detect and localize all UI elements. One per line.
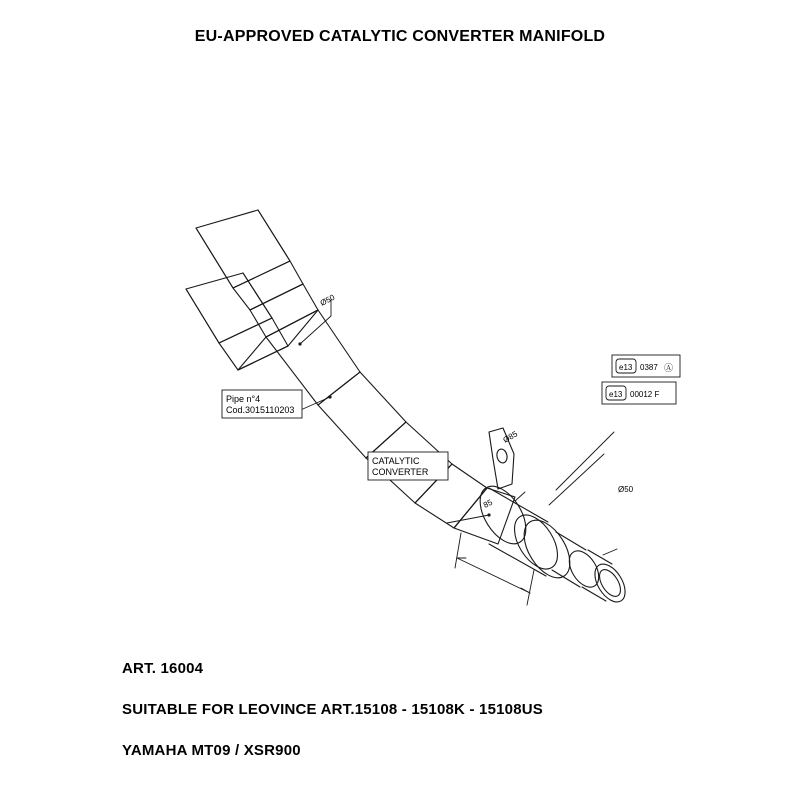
leader-lines — [296, 300, 617, 555]
article-number: ART. 16004 — [122, 660, 204, 677]
technical-drawing — [0, 60, 800, 630]
plate-top-code: 0387 — [640, 363, 658, 372]
pipe-label-line2: Cod.3015110203 — [226, 405, 295, 415]
dim-inlet-diameter: Ø50 — [318, 292, 337, 308]
vehicle-line: YAMAHA MT09 / XSR900 — [122, 742, 301, 759]
plate-bottom-code: 00012 F — [630, 390, 660, 399]
header-pipes — [186, 210, 318, 370]
pipe-label-callout — [222, 390, 302, 418]
annotation-texts — [222, 292, 680, 509]
manifold-svg — [0, 60, 800, 630]
dim-body-diameter: Ø85 — [501, 429, 520, 445]
homologation-plate-bottom — [602, 382, 676, 404]
dim-outlet-diameter: Ø50 — [618, 485, 634, 494]
cat-label-line1: CATALYTIC — [372, 456, 420, 466]
page-title: EU-APPROVED CATALYTIC CONVERTER MANIFOLD — [194, 28, 606, 45]
pipe-label-line1: Pipe n°4 — [226, 394, 261, 404]
footer-block — [122, 660, 543, 783]
plate-bottom-mark: e13 — [609, 390, 623, 399]
homologation-plate-top — [612, 355, 680, 377]
plate-top-mark: e13 — [619, 363, 633, 372]
cat-label-line2: CONVERTER — [372, 467, 429, 477]
dim-body-length: 85 — [481, 497, 494, 510]
catalytic-converter-callout — [368, 452, 448, 480]
plate-top-suffix: Ⓐ — [664, 363, 674, 373]
compatibility-line: SUITABLE FOR LEOVINCE ART.15108 - 15108K - 15108US — [122, 701, 543, 718]
dimension-85 — [455, 533, 534, 605]
